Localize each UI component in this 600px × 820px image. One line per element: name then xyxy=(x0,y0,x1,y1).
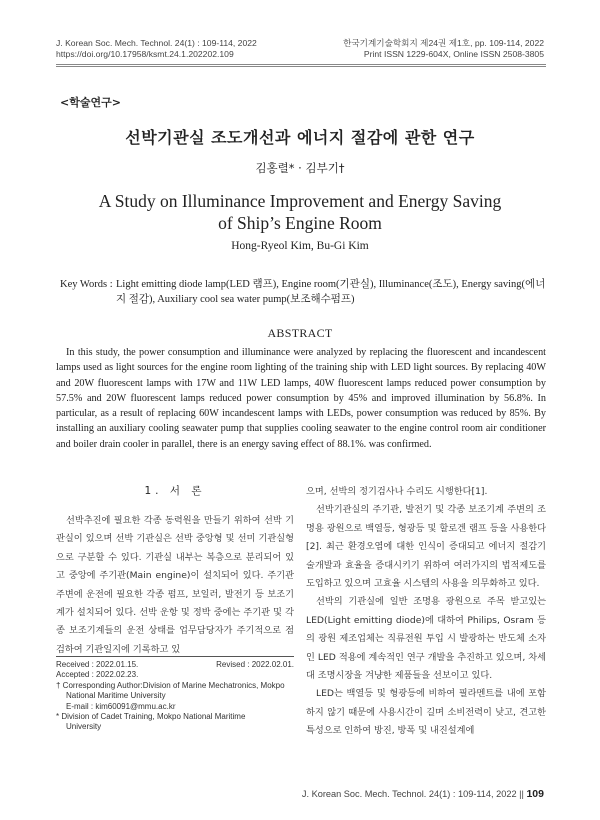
abstract-body: In this study, the power consumption and illuminance were analyzed by replacing the fluorescent and incandescent lamps used as light sources for the engine room lighting of the training ship with LED light sources. By replacing 40W and 20W fluorescent lamps with 17W and 11W LED lamps, 40W fluorescent lamps reduced power consumption by 57.5% and 20W fluorescent lamps reduced power consumption by 45% and improved illumination by 56.8%. In particular, as a result of replacing 60W incandescent lamps with LEDs, power consumption was reduced by 85%. By installing an auxiliary cooling seawater pump that supplies cooling seawater to the engine control room air conditioner and boiler drain cooler in parallel, there is an energy saving effect of 88.1%. was confirmed. xyxy=(56,347,546,450)
accepted-date: Accepted : 2022.02.23. xyxy=(56,670,139,680)
received-revised-row xyxy=(56,660,294,670)
authors-english: Hong-Ryeol Kim, Bu-Gi Kim xyxy=(231,240,369,252)
doi-link[interactable]: https://doi.org/10.17958/ksmt.24.1.202202.109 xyxy=(56,49,234,59)
intro-paragraph-1: 선박추진에 필요한 각종 동력원을 만들기 위하여 선박 기관실이 있으며 선박 기관실은 선박 중앙형 및 선미 기관실형으로 구분할 수 있다. 기관실 내부는 복층으로 분리되어 있고 중앙에 주기관(Main engine)이 설치되어 있다. 주기관 주변에 운전에 필요한 각종 펌프, 보일러, 발전기 등 보조기계가 설치되어 있다. 선박 운항 및 정박 중에는 주기관 및 각종 보조기계들의 운전 상태를 업무담당자가 주기적으로 점검하여 기관일지에 기록하고 있 xyxy=(56,515,294,655)
revised-date: Revised : 2022.02.01. xyxy=(216,660,294,669)
corresponding-author: † Corresponding Author:Division of Marine Mechatronics, Mokpo xyxy=(56,680,285,690)
intro-paragraph-1-cont: 으며, 선박의 정기검사나 수리도 시행한다[1]. xyxy=(306,486,488,497)
intro-paragraph-4: LED는 백열등 및 형광등에 비하여 필라멘트를 내에 포함하지 않기 때문에 사용시간이 길며 소비전력이 낮고, 견고한 특성으로 인하여 방진, 방폭 및 내진설계에 xyxy=(306,688,546,737)
journal-citation: J. Korean Soc. Mech. Technol. 24(1) : 109-114, 2022 xyxy=(56,38,257,48)
intro-paragraph-3: 선박의 기관실에 일반 조명용 광원으로 주목 받고있는 LED(Light emitting diode)에 대하여 Philips, Osram 등의 광원 제조업체는 직류전원 투입 시 발광하는 반도체 소자인 LED 적용에 계속적인 연구 개발을 추진하고 있으며, 차세대 조명시장을 겨냥한 제품들을 선보이고 있다. xyxy=(306,596,546,682)
intro-paragraph-2: 선박기관실의 주기관, 발전기 및 각종 보조기계 주변의 조명용 광원으로 백열등, 형광등 및 할로겐 램프 등을 사용한다[2]. 최근 환경오염에 대한 인식이 증대되고 에너지 절감기술개발과 효율을 증대시키기 위하여 여러가지의 법적제도를 도입하고 있으며 고효율 시스템의 사용을 의무화하고 있다. xyxy=(306,504,546,590)
section-heading-introduction: 1. 서 론 xyxy=(144,485,206,497)
running-header-right xyxy=(244,38,544,60)
keywords-text: Light emitting diode lamp(LED 램프), Engine room(기관실), Illuminance(조도), Energy saving(에너지 절감), Auxiliary cool sea water pump(보조해수펌프) xyxy=(116,279,546,305)
author-affiliation-cont: University xyxy=(66,722,102,732)
authors-korean: 김홍렬* · 김부기† xyxy=(255,161,345,175)
corresponding-email[interactable]: E-mail : kim60091@mmu.ac.kr xyxy=(66,701,176,711)
paper-title-english xyxy=(60,190,540,234)
article-category: <학술연구> xyxy=(60,96,121,109)
paper-title-english-line2: of Ship’s Engine Room xyxy=(218,213,382,233)
keywords-label: Key Words : xyxy=(60,279,113,290)
right-column xyxy=(306,483,546,741)
issn-info: Print ISSN 1229-604X, Online ISSN 2508-3805 xyxy=(363,49,544,59)
corresponding-author-affiliation: National Maritime University xyxy=(66,691,166,701)
abstract-heading: ABSTRACT xyxy=(267,326,333,340)
page-number: 109 xyxy=(526,788,544,800)
received-date: Received : 2022.01.15. xyxy=(56,660,139,669)
page-footer xyxy=(302,788,544,800)
header-rule xyxy=(56,64,546,65)
footer-citation: J. Korean Soc. Mech. Technol. 24(1) : 109-114, 2022 || xyxy=(301,789,524,799)
journal-citation-korean: 한국기계기술학회지 제24권 제1호, pp. 109-114, 2022 xyxy=(343,38,544,48)
paper-title-korean: 선박기관실 조도개선과 에너지 절감에 관한 연구 xyxy=(125,128,475,147)
author-affiliation: * Division of Cadet Training, Mokpo National Maritime xyxy=(56,712,246,722)
left-column xyxy=(56,512,294,659)
footnotes xyxy=(56,660,294,733)
header-rule-secondary xyxy=(56,66,546,67)
footnote-rule xyxy=(56,656,294,657)
paper-title-english-line1: A Study on Illuminance Improvement and Energy Saving xyxy=(98,191,502,211)
